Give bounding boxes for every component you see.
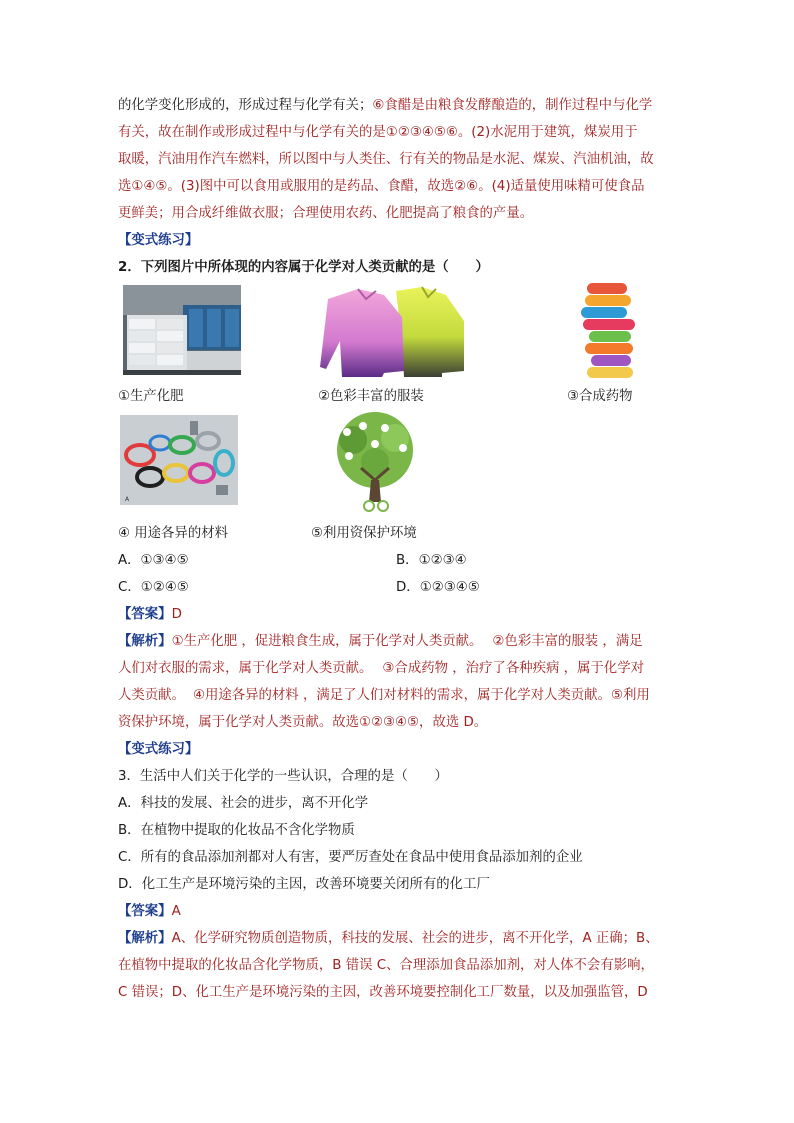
- option-a: A．科技的发展、社会的进步，离不开化学: [118, 796, 369, 811]
- analysis-text: 人们对衣服的需求，属于化学对人类贡献。: [118, 661, 373, 676]
- analysis-text: ①生产化肥 ，促进粮食生成，属于化学对人类贡献。: [171, 634, 483, 649]
- analysis-text: 人类贡献。: [118, 688, 185, 703]
- paragraph-line: 选①④⑤。(3)图中可以食用或服用的是药品、食醋，故选②⑥。(4)适量使用味精可使食品: [118, 179, 645, 194]
- analysis-text: ，满足: [598, 634, 643, 649]
- analysis-line: [118, 682, 678, 709]
- materials-image: [120, 415, 238, 505]
- analysis-line: 资保护环境，属于化学对人类贡献。故选①②③④⑤，故选 D。: [118, 715, 488, 730]
- answer-label: 【答案】: [118, 607, 172, 622]
- option-d: D．①②③④⑤: [396, 580, 480, 595]
- analysis-line: [118, 628, 678, 655]
- image-row: [118, 410, 678, 520]
- caption-row: [118, 520, 678, 547]
- section-tag: 【变式练习】: [118, 742, 199, 757]
- analysis-line: 在植物中提取的化妆品含化学物质，B 错误 C、合理添加食品添加剂，对人体不会有影响，: [118, 958, 654, 973]
- analysis-line: [118, 925, 678, 952]
- answer-label: 【答案】: [118, 904, 172, 919]
- analysis-label: 【解析】: [118, 931, 172, 946]
- analysis-line: [118, 655, 678, 682]
- image-caption: ④ 用途各异的材料: [118, 526, 228, 541]
- option-b: B．①②③④: [396, 553, 467, 568]
- answer-line: [118, 898, 678, 925]
- analysis-text: ②色彩丰富的服装: [492, 634, 599, 649]
- options-row: [118, 574, 678, 601]
- paragraph-line: 有关，故在制作或形成过程中与化学有关的是①②③④⑤⑥。(2)水泥用于建筑，煤炭用于: [118, 125, 638, 140]
- question-stem: 2．下列图片中所体现的内容属于化学对人类贡献的是（ ）: [118, 260, 489, 275]
- option-c: C．①②④⑤: [118, 580, 189, 595]
- analysis-text: A、化学研究物质创造物质，科技的发展、社会的进步，离不开化学，A 正确；B、: [171, 931, 659, 946]
- image-caption: ②色彩丰富的服装: [318, 389, 424, 404]
- options-row: [118, 547, 678, 574]
- option-d: D．化工生产是环境污染的主因，改善环境要关闭所有的化工厂: [118, 877, 490, 892]
- option-a: A．①③④⑤: [118, 553, 189, 568]
- image-caption: ①生产化肥: [118, 389, 184, 404]
- image-caption: ⑤利用资保护环境: [311, 526, 417, 541]
- answer-value: A: [171, 904, 181, 919]
- analysis-text: ⑤利用: [610, 688, 650, 703]
- answer-value: D: [171, 607, 182, 622]
- analysis-label: 【解析】: [118, 634, 172, 649]
- analysis-text: ④用途各异的材料: [192, 688, 299, 703]
- document-page: [118, 92, 678, 1006]
- image-caption: ③合成药物: [567, 389, 633, 404]
- text-run: 的化学变化形成的，形成过程与化学有关；: [118, 98, 373, 113]
- option-b: B．在植物中提取的化妆品不含化学物质: [118, 823, 355, 838]
- image-row: [118, 281, 678, 383]
- eco-tree-image: [323, 410, 427, 514]
- analysis-text: ，治疗了各种疾病 ，属于化学对: [448, 661, 644, 676]
- colorful-jackets-image: [318, 281, 468, 379]
- analysis-text: ，满足了人们对材料的需求，属于化学对人类贡献。: [298, 688, 611, 703]
- caption-row: [118, 383, 678, 410]
- paragraph-line: 取暖，汽油用作汽车燃料，所以图中与人类住、行有关的物品是水泥、煤炭、汽油机油，故: [118, 152, 654, 167]
- synthetic-medicine-image: [573, 281, 647, 381]
- analysis-line: C 错误；D、化工生产是环境污染的主因，改善环境要控制化工厂数量，以及加强监管，D: [118, 985, 648, 1000]
- answer-line: [118, 601, 678, 628]
- fertilizer-warehouse-image: [123, 285, 241, 375]
- text-run-red: ⑥食醋是由粮食发酵酿造的，制作过程中与化学: [372, 98, 653, 113]
- analysis-text: ③合成药物: [382, 661, 448, 676]
- paragraph-line: 更鲜美；用合成纤维做衣服；合理使用农药、化肥提高了粮食的产量。: [118, 206, 534, 221]
- question-stem: 3．生活中人们关于化学的一些认识，合理的是（ ）: [118, 769, 448, 784]
- paragraph-line: [118, 92, 678, 119]
- section-tag: 【变式练习】: [118, 233, 199, 248]
- option-c: C．所有的食品添加剂都对人有害，要严厉查处在食品中使用食品添加剂的企业: [118, 850, 583, 865]
- svg-text:A: A: [125, 496, 130, 503]
